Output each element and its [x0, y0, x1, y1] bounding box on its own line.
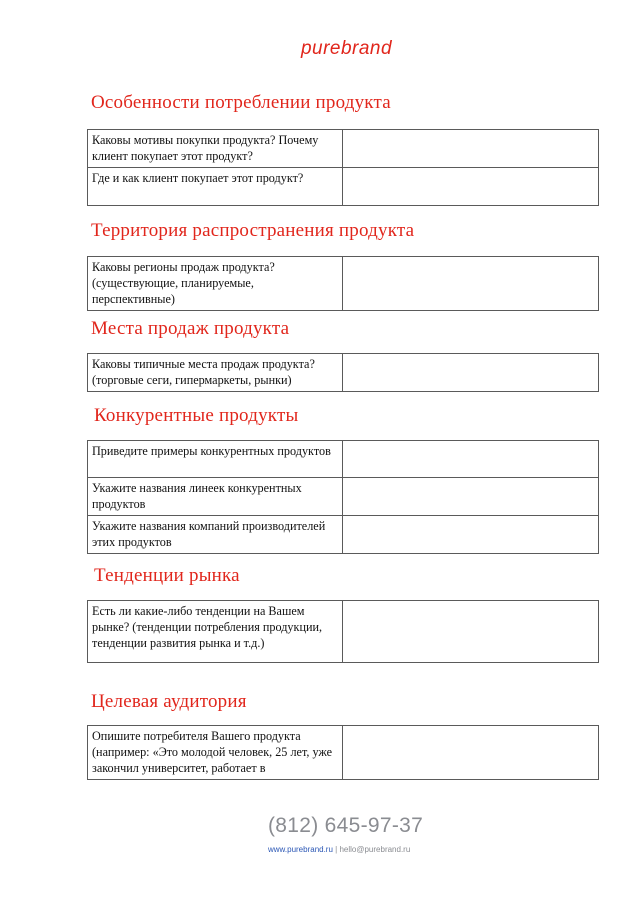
question-cell: Есть ли какие-либо тенденции на Вашем рынке? (тенденции потребления продукции, тенденции развития рынка и т.д.) [88, 601, 343, 663]
table-row [88, 601, 599, 663]
table-row [88, 516, 599, 554]
email-link[interactable]: hello@purebrand.ru [339, 845, 411, 854]
table-row [88, 726, 599, 780]
question-cell: Каковы мотивы покупки продукта? Почему клиент покупает этот продукт? [88, 130, 343, 168]
section-title-consumption: Особенности потреблении продукта [91, 92, 391, 113]
answer-cell[interactable] [343, 516, 599, 554]
answer-cell[interactable] [343, 726, 599, 780]
answer-cell[interactable] [343, 130, 599, 168]
section-title-market-trends: Тенденции рынка [94, 565, 240, 586]
answer-cell[interactable] [343, 478, 599, 516]
answer-cell[interactable] [343, 257, 599, 311]
question-cell: Опишите потребителя Вашего продукта (например: «Это молодой человек, 25 лет, уже закончил университет, работает в [88, 726, 343, 780]
table-row [88, 478, 599, 516]
table-row [88, 441, 599, 478]
question-cell: Каковы регионы продаж продукта? (существующие, планируемые, перспективные) [88, 257, 343, 311]
question-cell: Укажите названия линеек конкурентных продуктов [88, 478, 343, 516]
table-row [88, 257, 599, 311]
answer-cell[interactable] [343, 168, 599, 206]
target-audience-table [87, 725, 599, 780]
table-row [88, 168, 599, 206]
website-link[interactable]: www.purebrand.ru [268, 845, 333, 854]
footer-separator: | [332, 845, 340, 854]
question-cell: Каковы типичные места продаж продукта? (торговые сеги, гипермаркеты, рынки) [88, 354, 343, 392]
section-title-territory: Территория распространения продукта [91, 220, 415, 241]
competitors-table [87, 440, 599, 554]
table-row [88, 130, 599, 168]
section-title-sales-places: Места продаж продукта [91, 318, 290, 339]
consumption-table [87, 129, 599, 206]
territory-table [87, 256, 599, 311]
brand-name: purebrand [300, 38, 393, 59]
answer-cell[interactable] [343, 354, 599, 392]
footer-contacts [268, 845, 410, 854]
section-title-target-audience: Целевая аудитория [91, 691, 247, 712]
market-trends-table [87, 600, 599, 663]
sales-places-table [87, 353, 599, 392]
question-cell: Укажите названия компаний производителей этих продуктов [88, 516, 343, 554]
section-title-competitors: Конкурентные продукты [94, 405, 299, 426]
table-row [88, 354, 599, 392]
question-cell: Приведите примеры конкурентных продуктов [88, 441, 343, 478]
question-cell: Где и как клиент покупает этот продукт? [88, 168, 343, 206]
answer-cell[interactable] [343, 441, 599, 478]
brand-logo [0, 38, 638, 60]
footer-phone: (812) 645-97-37 [268, 814, 424, 837]
answer-cell[interactable] [343, 601, 599, 663]
